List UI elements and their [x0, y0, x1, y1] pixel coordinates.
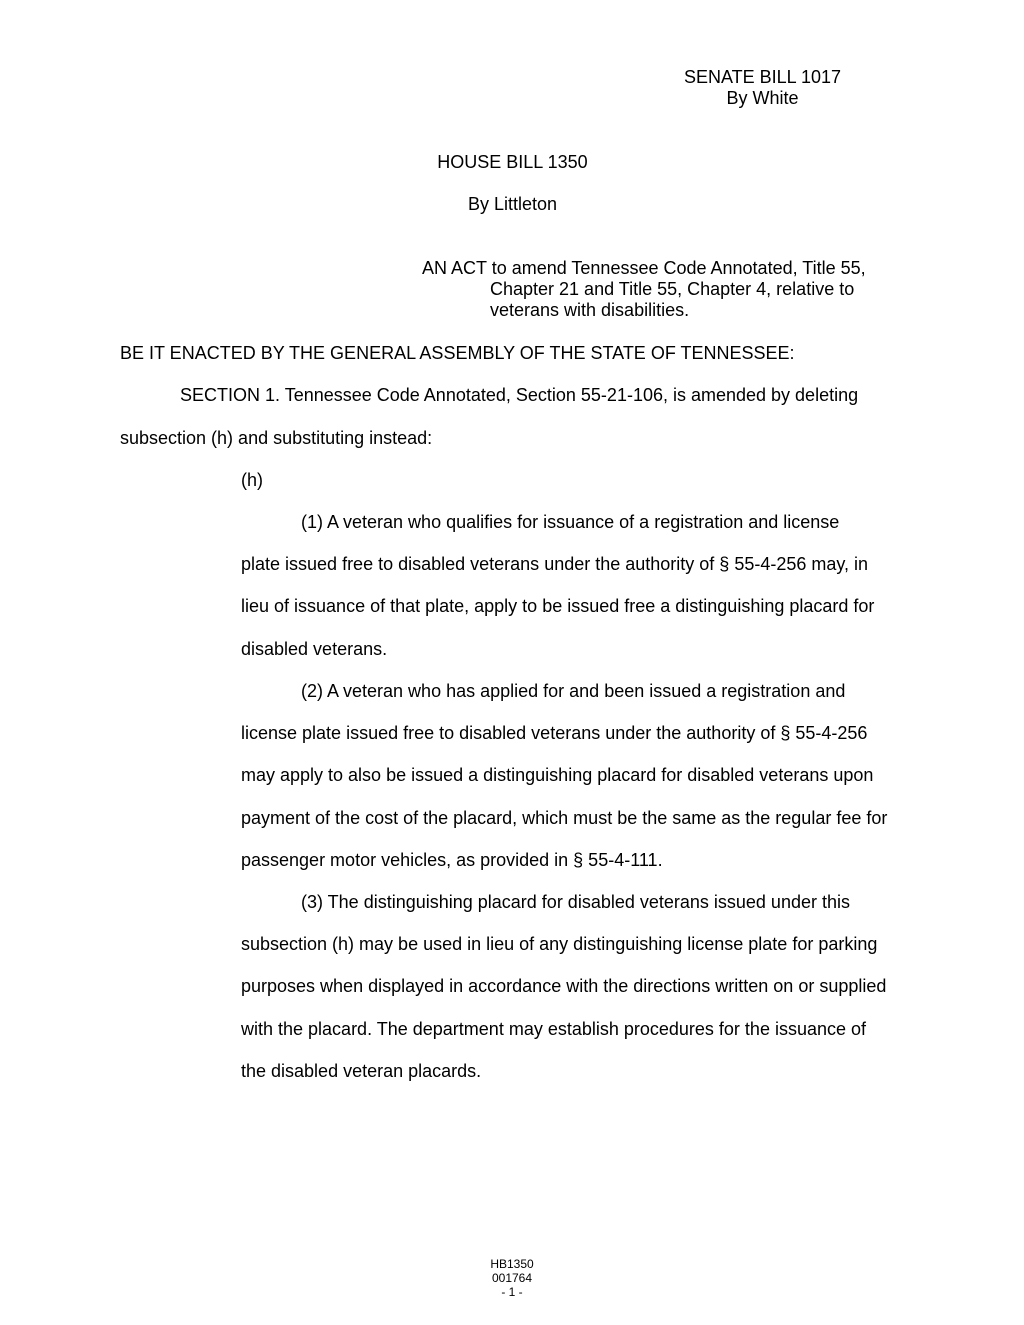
paragraph-line: with the placard. The department may establish procedures for the issuance of	[241, 1018, 867, 1039]
senate-bill-sponsor: By White	[726, 88, 799, 108]
footer-page-number: - 1 -	[501, 1285, 523, 1299]
section-1-heading-line: SECTION 1. Tennessee Code Annotated, Section 55-21-106, is amended by deleting	[180, 385, 859, 405]
footer-bill-code: HB1350	[490, 1257, 534, 1271]
paragraph-1	[241, 501, 921, 670]
bill-caption	[422, 258, 866, 321]
caption-line: veterans with disabilities.	[490, 300, 690, 320]
senate-bill-header	[620, 67, 905, 109]
paragraph-line: passenger motor vehicles, as provided in § 55-4-111.	[241, 849, 663, 870]
senate-bill-number: SENATE BILL 1017	[683, 67, 842, 87]
subsection-h-label: (h)	[241, 470, 263, 490]
paragraph-line: may apply to also be issued a distinguishing placard for disabled veterans upon	[241, 765, 874, 786]
paragraph-line: (3) The distinguishing placard for disabled veterans issued under this	[301, 892, 850, 912]
paragraph-line: (1) A veteran who qualifies for issuance of a registration and license	[301, 512, 840, 532]
paragraph-3	[241, 881, 921, 1092]
house-bill-sponsor: By Littleton	[467, 194, 558, 214]
paragraph-line: disabled veterans.	[241, 638, 388, 659]
house-bill-number: HOUSE BILL 1350	[437, 152, 588, 172]
page-footer	[412, 1257, 612, 1299]
paragraph-line: lieu of issuance of that plate, apply to be issued free a distinguishing placard for	[241, 596, 875, 617]
footer-draft-number: 001764	[491, 1271, 533, 1285]
paragraph-line: payment of the cost of the placard, which must be the same as the regular fee for	[241, 807, 888, 828]
caption-line: AN ACT to amend Tennessee Code Annotated, Title 55,	[422, 258, 866, 278]
paragraph-2	[241, 670, 921, 881]
paragraph-line: purposes when displayed in accordance with the directions written on or supplied	[241, 976, 887, 997]
paragraph-line: plate issued free to disabled veterans under the authority of § 55-4-256 may, in	[241, 554, 869, 575]
paragraph-line: license plate issued free to disabled veterans under the authority of § 55-4-256	[241, 723, 868, 744]
paragraph-line: (2) A veteran who has applied for and been issued a registration and	[301, 681, 846, 701]
paragraph-line: the disabled veteran placards.	[241, 1060, 482, 1081]
paragraph-line: subsection (h) may be used in lieu of any distinguishing license plate for parking	[241, 934, 878, 955]
enacting-clause: BE IT ENACTED BY THE GENERAL ASSEMBLY OF THE STATE OF TENNESSEE:	[120, 343, 795, 363]
section-1-continuation-line: subsection (h) and substituting instead:	[120, 428, 433, 448]
caption-line: Chapter 21 and Title 55, Chapter 4, relative to	[490, 279, 855, 299]
